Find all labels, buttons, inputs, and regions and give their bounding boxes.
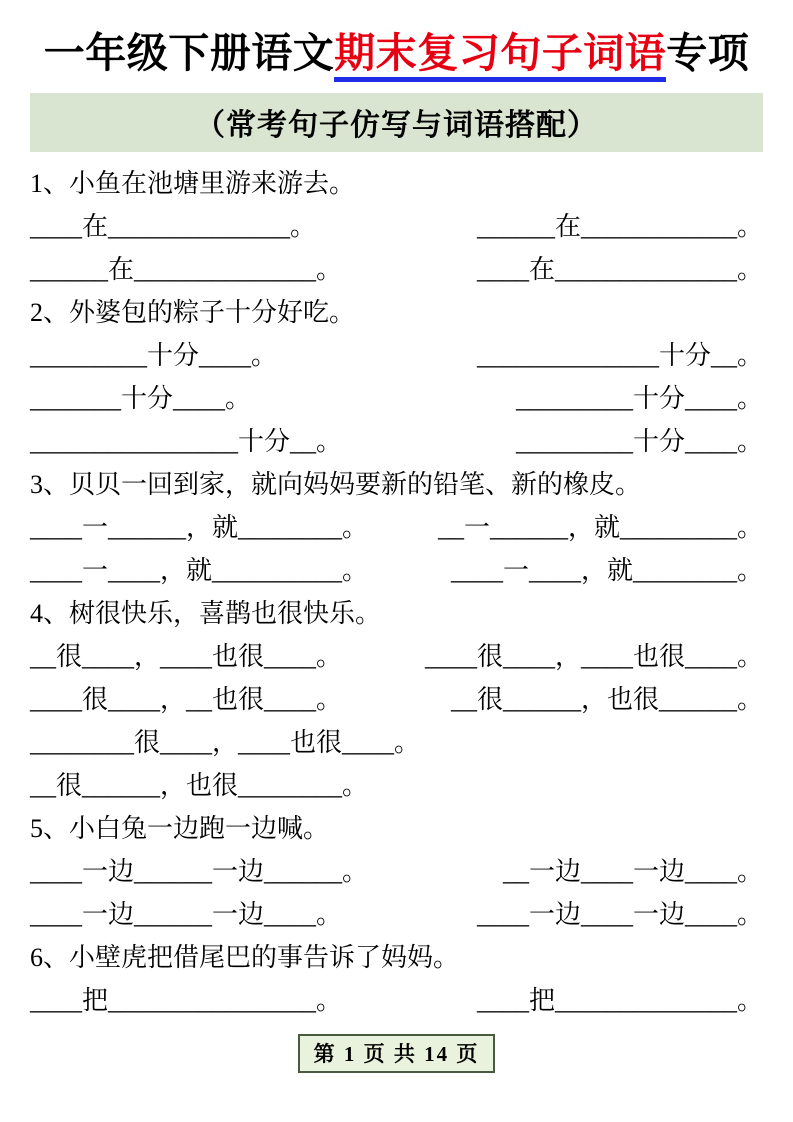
fill-in-blank: ____把______________。 xyxy=(476,986,763,1016)
fill-in-blank: ____一边______一边____。 xyxy=(30,900,343,930)
fill-in-blank: __一______，就_________。 xyxy=(437,513,763,543)
exercise-content xyxy=(30,162,763,1022)
fill-in-blank: ______在______________。 xyxy=(30,255,343,285)
blank-line-row xyxy=(30,764,763,807)
subtitle-text: （常考句子仿写与词语搭配） xyxy=(195,109,598,143)
fill-in-blank: ________________十分__。 xyxy=(30,427,343,457)
title-text-suffix: 专项 xyxy=(666,30,750,76)
fill-in-blank: ____在______________。 xyxy=(476,255,763,285)
fill-in-blank: ____很____，__也很____。 xyxy=(30,685,343,715)
blank-line-row xyxy=(30,635,763,678)
blank-line-row xyxy=(30,420,763,463)
blank-line-row xyxy=(30,334,763,377)
blank-line-row xyxy=(30,549,763,592)
fill-in-blank: ____一____，就__________。 xyxy=(30,556,369,586)
exercise-prompt: 2、外婆包的粽子十分好吃。 xyxy=(30,298,356,328)
blank-line-row xyxy=(30,377,763,420)
exercise-prompt: 6、小壁虎把借尾巴的事告诉了妈妈。 xyxy=(30,943,460,973)
blank-line-row xyxy=(30,850,763,893)
fill-in-blank: ____一____，就________。 xyxy=(450,556,763,586)
fill-in-blank: ____一边____一边____。 xyxy=(476,900,763,930)
fill-in-blank: __一边____一边____。 xyxy=(502,857,763,887)
fill-in-blank: _________十分____。 xyxy=(515,384,763,414)
title-text-highlight: 期末复习句子词语 xyxy=(334,30,666,82)
page-title xyxy=(30,28,763,79)
fill-in-blank: __很______，也很________。 xyxy=(30,771,369,801)
exercise-section-2 xyxy=(30,291,763,463)
title-text-prefix: 一年级下册语文 xyxy=(43,30,335,76)
blank-line-row xyxy=(30,979,763,1022)
exercise-section-4 xyxy=(30,592,763,807)
exercise-section-3 xyxy=(30,463,763,592)
exercise-prompt: 5、小白兔一边跑一边喊。 xyxy=(30,814,330,844)
blank-line-row xyxy=(30,205,763,248)
page-number-badge: 第 1 页 共 14 页 xyxy=(298,1034,496,1073)
exercise-prompt: 3、贝贝一回到家，就向妈妈要新的铅笔、新的橡皮。 xyxy=(30,470,642,500)
fill-in-blank: ____在______________。 xyxy=(30,212,317,242)
fill-in-blank: ____一______，就________。 xyxy=(30,513,369,543)
fill-in-blank: ____一边______一边______。 xyxy=(30,857,369,887)
blank-line-row xyxy=(30,248,763,291)
exercise-section-5 xyxy=(30,807,763,936)
fill-in-blank: _________十分____。 xyxy=(30,341,278,371)
fill-in-blank: ____很____，____也很____。 xyxy=(424,642,763,672)
fill-in-blank: __很____，____也很____。 xyxy=(30,642,343,672)
exercise-section-6 xyxy=(30,936,763,1022)
exercise-prompt: 4、树很快乐，喜鹊也很快乐。 xyxy=(30,599,382,629)
blank-line-row xyxy=(30,506,763,549)
fill-in-blank: ______在____________。 xyxy=(476,212,763,242)
blank-line-row xyxy=(30,893,763,936)
fill-in-blank: _________十分____。 xyxy=(515,427,763,457)
exercise-prompt: 1、小鱼在池塘里游来游去。 xyxy=(30,169,356,199)
exercise-section-1 xyxy=(30,162,763,291)
fill-in-blank: ____把________________。 xyxy=(30,986,343,1016)
fill-in-blank: ______________十分__。 xyxy=(476,341,763,371)
fill-in-blank: _______十分____。 xyxy=(30,384,252,414)
fill-in-blank: __很______，也很______。 xyxy=(450,685,763,715)
fill-in-blank: ________很____，____也很____。 xyxy=(30,728,421,758)
subtitle-banner xyxy=(30,93,763,152)
blank-line-row xyxy=(30,678,763,721)
blank-line-row xyxy=(30,721,763,764)
page-footer xyxy=(30,1034,763,1073)
